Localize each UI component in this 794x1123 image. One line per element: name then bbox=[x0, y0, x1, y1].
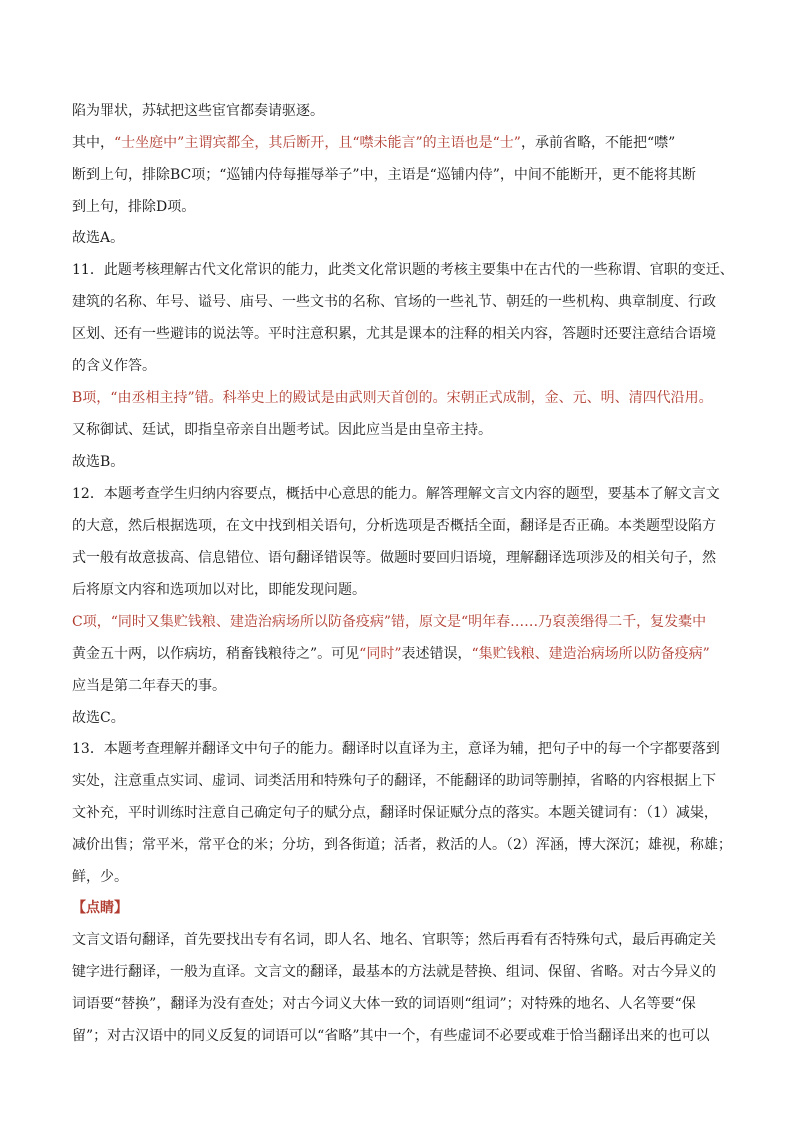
text-run: 的大意，然后根据选项，在文中找到相关语句，分析选项是否概括全面，翻译是否正确。本类题型设陷方 bbox=[72, 518, 716, 534]
text-run: 键字进行翻译，一般为直译。文言文的翻译，最基本的方法就是替换、组词、保留、省略。对古今异义的 bbox=[72, 964, 716, 980]
text-line bbox=[72, 898, 128, 918]
text-run: 区划、还有一些避讳的说法等。平时注意积累，尤其是课本的注释的相关内容，答题时还要注意结合语境 bbox=[72, 326, 716, 342]
text-run: B项，“由丞相主持”错。科举史上的殿试是由武则天首创的。宋朝正式成制，金、元、明、清四代沿用。 bbox=[72, 390, 713, 406]
text-run: ，承前省略，不能把“噤” bbox=[520, 135, 676, 151]
text-line bbox=[72, 930, 716, 950]
text-run: 陷为罪状，苏轼把这些宦官都奏请驱逐。 bbox=[72, 103, 324, 119]
text-line bbox=[72, 292, 716, 312]
text-line bbox=[72, 612, 706, 632]
text-run: 断到上句，排除BC项；“巡铺内侍每摧辱举子”中，主语是“巡铺内侍”，中间不能断开，更不能将其断 bbox=[72, 167, 696, 183]
text-run: 13．本题考查理解并翻译文中句子的能力。翻译时以直译为主，意译为辅，把句子中的每一个字都要落到 bbox=[72, 741, 720, 757]
text-line bbox=[72, 165, 696, 185]
text-line bbox=[72, 676, 226, 696]
text-line bbox=[72, 101, 324, 121]
text-run: 又称御试、廷试，即指皇帝亲自出题考试。因此应当是由皇帝主持。 bbox=[72, 422, 492, 438]
text-run: 11．此题考核理解古代文化常识的能力，此类文化常识题的考核主要集中在古代的一些称谓、官职的变迁、 bbox=[72, 262, 734, 278]
text-line bbox=[72, 867, 128, 887]
text-run: 留”；对古汉语中的同义反复的词语可以“省略”其中一个，有些虚词不必要或难于恰当翻译出来的也可以 bbox=[72, 1028, 710, 1044]
text-line bbox=[72, 1026, 709, 1046]
text-line bbox=[72, 803, 718, 823]
text-run: 后将原文内容和选项加以对比，即能发现问题。 bbox=[72, 582, 366, 598]
text-line bbox=[72, 228, 124, 248]
text-run: 表述错误， bbox=[401, 646, 472, 662]
text-run: 故选C。 bbox=[72, 710, 125, 726]
text-line bbox=[72, 516, 716, 536]
text-run: 减价出售；常平米，常平仓的米；分坊，到各街道；活者，救活的人。（2）浑涵，博大深沉；雄视，称雄； bbox=[72, 837, 732, 853]
text-line bbox=[72, 548, 716, 568]
text-line bbox=[72, 994, 696, 1014]
text-run: 故选A。 bbox=[72, 230, 125, 246]
text-line bbox=[72, 420, 492, 440]
text-run: 到上句，排除D项。 bbox=[72, 199, 196, 215]
section-heading: 【点睛】 bbox=[72, 900, 128, 916]
text-run: 应当是第二年春天的事。 bbox=[72, 678, 226, 694]
text-run: “士坐庭中”主谓宾都全，其后断开，且“噤未能言”的主语也是“士” bbox=[114, 135, 521, 151]
text-run: 建筑的名称、年号、谥号、庙号、一些文书的名称、官场的一些礼节、朝廷的一些机构、典章制度、行政 bbox=[72, 294, 716, 310]
text-line bbox=[72, 739, 720, 759]
text-run: 词语要“替换”，翻译为没有查处；对古今词义大体一致的词语则“组词”；对特殊的地名、人名等要“保 bbox=[72, 996, 696, 1012]
text-line bbox=[72, 452, 124, 472]
text-line bbox=[72, 197, 195, 217]
text-line bbox=[72, 962, 716, 982]
text-run: 实处，注意重点实词、虚词、词类活用和特殊句子的翻译，不能翻译的助词等删掉，省略的内容根据上下 bbox=[72, 773, 716, 789]
text-run: 式一般有故意拔高、信息错位、语句翻译错误等。做题时要回归语境，理解翻译选项涉及的相关句子，然 bbox=[72, 550, 716, 566]
text-run: 的含义作答。 bbox=[72, 358, 156, 374]
text-line bbox=[72, 835, 732, 855]
text-run: 故选B。 bbox=[72, 454, 125, 470]
text-line bbox=[72, 580, 366, 600]
text-run: 其中， bbox=[72, 135, 114, 151]
text-line bbox=[72, 708, 125, 728]
text-run: 鲜，少。 bbox=[72, 869, 128, 885]
text-line bbox=[72, 644, 710, 664]
text-run: “同时” bbox=[359, 646, 402, 662]
text-line bbox=[72, 771, 716, 791]
text-run: 文补充，平时训练时注意自己确定句子的赋分点，翻译时保证赋分点的落实。本题关键词有：（1）减粜， bbox=[72, 805, 718, 821]
text-run: “集贮钱粮、建造治病场所以防备疫病” bbox=[471, 646, 710, 662]
text-line bbox=[72, 484, 720, 504]
text-run: C项，“同时又集贮钱粮、建造治病场所以防备疫病”错，原文是“明年春……乃裒羡缗得二千，复发橐中 bbox=[72, 614, 707, 630]
text-run: 12．本题考查学生归纳内容要点，概括中心意思的能力。解答理解文言文内容的题型，要基本了解文言文 bbox=[72, 486, 720, 502]
text-run: 文言文语句翻译，首先要找出专有名词，即人名、地名、官职等；然后再看有否特殊句式，最后再确定关 bbox=[72, 932, 716, 948]
text-run: 黄金五十两，以作病坊，稍畜钱粮待之”。可见 bbox=[72, 646, 360, 662]
text-line bbox=[72, 324, 716, 344]
text-line bbox=[72, 260, 734, 280]
text-line bbox=[72, 388, 713, 408]
text-line bbox=[72, 356, 156, 376]
text-line bbox=[72, 133, 675, 153]
